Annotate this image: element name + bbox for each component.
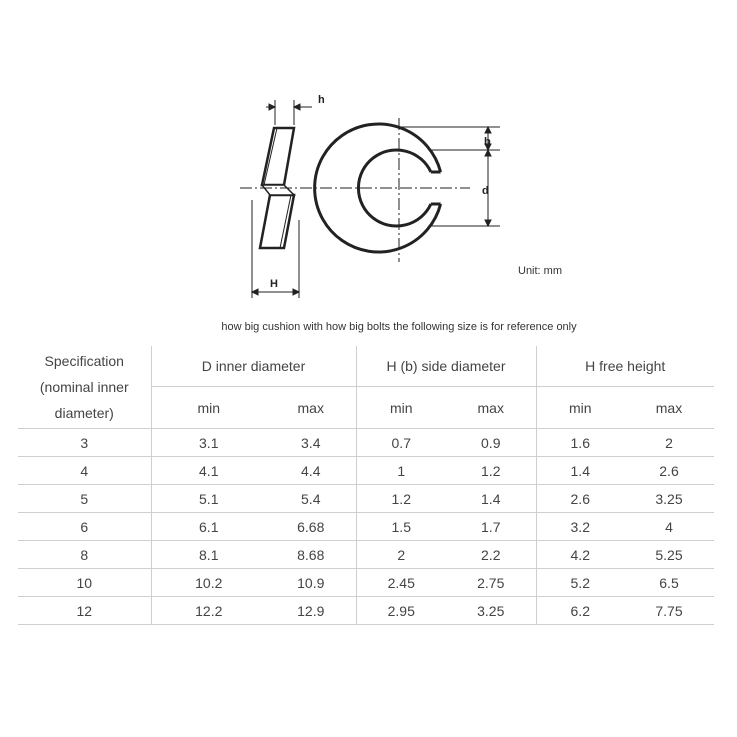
cell-h-max: 7.75 [624, 597, 714, 625]
dimension-h [266, 100, 312, 125]
cell-d-max: 12.9 [266, 597, 356, 625]
cell-b-min: 2 [356, 541, 446, 569]
header-min: min [356, 387, 446, 429]
cell-spec: 10 [18, 569, 151, 597]
cell-b-max: 1.7 [446, 513, 536, 541]
cell-b-max: 2.2 [446, 541, 536, 569]
cell-b-min: 2.45 [356, 569, 446, 597]
header-min: min [151, 387, 266, 429]
header-d-inner: D inner diameter [151, 346, 356, 387]
cell-h-min: 5.2 [536, 569, 624, 597]
table-row [18, 541, 714, 569]
table-row [18, 513, 714, 541]
cell-b-min: 1.5 [356, 513, 446, 541]
cell-b-max: 3.25 [446, 597, 536, 625]
cell-b-min: 1.2 [356, 485, 446, 513]
label-d: d [482, 185, 489, 197]
cell-h-min: 3.2 [536, 513, 624, 541]
cell-d-max: 8.68 [266, 541, 356, 569]
cell-spec: 3 [18, 429, 151, 457]
table-row [18, 429, 714, 457]
cell-b-min: 2.95 [356, 597, 446, 625]
spec-table [18, 346, 714, 625]
header-spec-line3: diameter) [54, 405, 114, 421]
cell-h-min: 4.2 [536, 541, 624, 569]
header-max: max [624, 387, 714, 429]
cell-h-max: 3.25 [624, 485, 714, 513]
cell-h-max: 2 [624, 429, 714, 457]
label-h: h [318, 94, 325, 106]
cell-d-max: 10.9 [266, 569, 356, 597]
cell-b-min: 0.7 [356, 429, 446, 457]
label-H: H [270, 278, 278, 290]
cell-spec: 8 [18, 541, 151, 569]
cell-spec: 6 [18, 513, 151, 541]
cell-b-max: 0.9 [446, 429, 536, 457]
label-b: b [484, 136, 491, 148]
cell-b-max: 1.4 [446, 485, 536, 513]
cell-d-min: 12.2 [151, 597, 266, 625]
cell-d-min: 10.2 [151, 569, 266, 597]
cell-d-min: 6.1 [151, 513, 266, 541]
caption: how big cushion with how big bolts the following size is for reference only [221, 321, 577, 333]
cell-h-max: 4 [624, 513, 714, 541]
cell-spec: 12 [18, 597, 151, 625]
table-row [18, 597, 714, 625]
cell-h-min: 6.2 [536, 597, 624, 625]
header-spec-line1: Specification [44, 353, 124, 369]
cell-d-min: 5.1 [151, 485, 266, 513]
cell-d-min: 8.1 [151, 541, 266, 569]
header-specification [18, 346, 151, 429]
cell-b-max: 2.75 [446, 569, 536, 597]
cell-d-max: 5.4 [266, 485, 356, 513]
table-row [18, 485, 714, 513]
header-min: min [536, 387, 624, 429]
cell-d-max: 6.68 [266, 513, 356, 541]
cell-spec: 5 [18, 485, 151, 513]
header-max: max [446, 387, 536, 429]
cell-h-max: 5.25 [624, 541, 714, 569]
header-spec-line2: (nominal inner [39, 379, 129, 395]
cell-h-min: 2.6 [536, 485, 624, 513]
cell-d-min: 3.1 [151, 429, 266, 457]
cell-h-max: 6.5 [624, 569, 714, 597]
cell-h-max: 2.6 [624, 457, 714, 485]
header-h-free: H free height [536, 346, 714, 387]
cell-b-min: 1 [356, 457, 446, 485]
cell-spec: 4 [18, 457, 151, 485]
header-max: max [266, 387, 356, 429]
cell-d-max: 3.4 [266, 429, 356, 457]
table-row [18, 569, 714, 597]
cell-d-max: 4.4 [266, 457, 356, 485]
cell-h-min: 1.4 [536, 457, 624, 485]
header-h-side: H (b) side diameter [356, 346, 536, 387]
cell-b-max: 1.2 [446, 457, 536, 485]
washer-drawing [0, 0, 737, 310]
unit-label: Unit: mm [518, 265, 562, 277]
cell-h-min: 1.6 [536, 429, 624, 457]
table-row [18, 457, 714, 485]
cell-d-min: 4.1 [151, 457, 266, 485]
